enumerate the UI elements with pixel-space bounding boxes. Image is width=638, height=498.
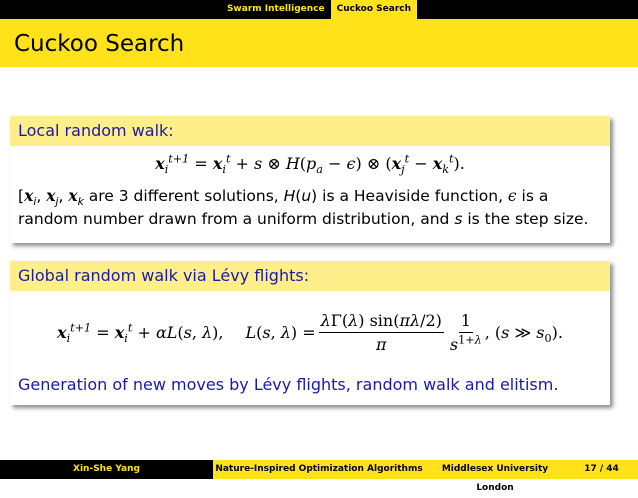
footer-title: Nature-Inspired Optimization Algorithms bbox=[213, 460, 425, 479]
local-random-walk-block bbox=[10, 116, 610, 243]
levy-flight-equation: $x_i^{t+1} = x_i^t + \alpha L(s$, λ), L(s, λ) = $\frac{\lambda\Gamma(\lambda) \sin(\pi\lambda/2)}{\pi}$ $\frac{1}{s^{1+\lambda}}$ , (s ≫ $s_0$). bbox=[57, 310, 563, 354]
footer-page-number: 17 / 44 bbox=[565, 460, 638, 479]
local-walk-equation: $x_i^{t+1} = x_i^t + s$ ⊗ $H(p_a - \epsilon)$ ⊗ $(x_j^t - x_k^t)$. bbox=[155, 152, 465, 177]
top-navigation bbox=[0, 0, 638, 19]
footer-author: Xin-She Yang bbox=[0, 460, 213, 479]
slide-title: Cuckoo Search bbox=[14, 31, 185, 57]
global-walk-description: Generation of new moves by Lévy flights, random walk and elitism. bbox=[18, 375, 559, 394]
global-random-walk-block bbox=[10, 261, 610, 405]
nav-section-cuckoo-search[interactable]: Cuckoo Search bbox=[331, 0, 417, 19]
local-random-walk-header: Local random walk: bbox=[10, 116, 610, 146]
global-random-walk-header: Global random walk via Lévy flights: bbox=[10, 261, 610, 291]
footer-institute: Middlesex University London bbox=[425, 460, 565, 479]
global-random-walk-body bbox=[10, 291, 610, 394]
footer bbox=[0, 460, 638, 493]
nav-section-swarm-intelligence[interactable]: Swarm Intelligence bbox=[221, 0, 331, 19]
local-walk-description: [$x_i$, $x_j$, $x_k$ are 3 different solutions, H(u) is a Heaviside function, ϵ is a random number drawn from a uniform distribution, and s is the step size. bbox=[18, 186, 589, 228]
title-bar bbox=[0, 19, 638, 67]
local-random-walk-body bbox=[10, 146, 610, 231]
